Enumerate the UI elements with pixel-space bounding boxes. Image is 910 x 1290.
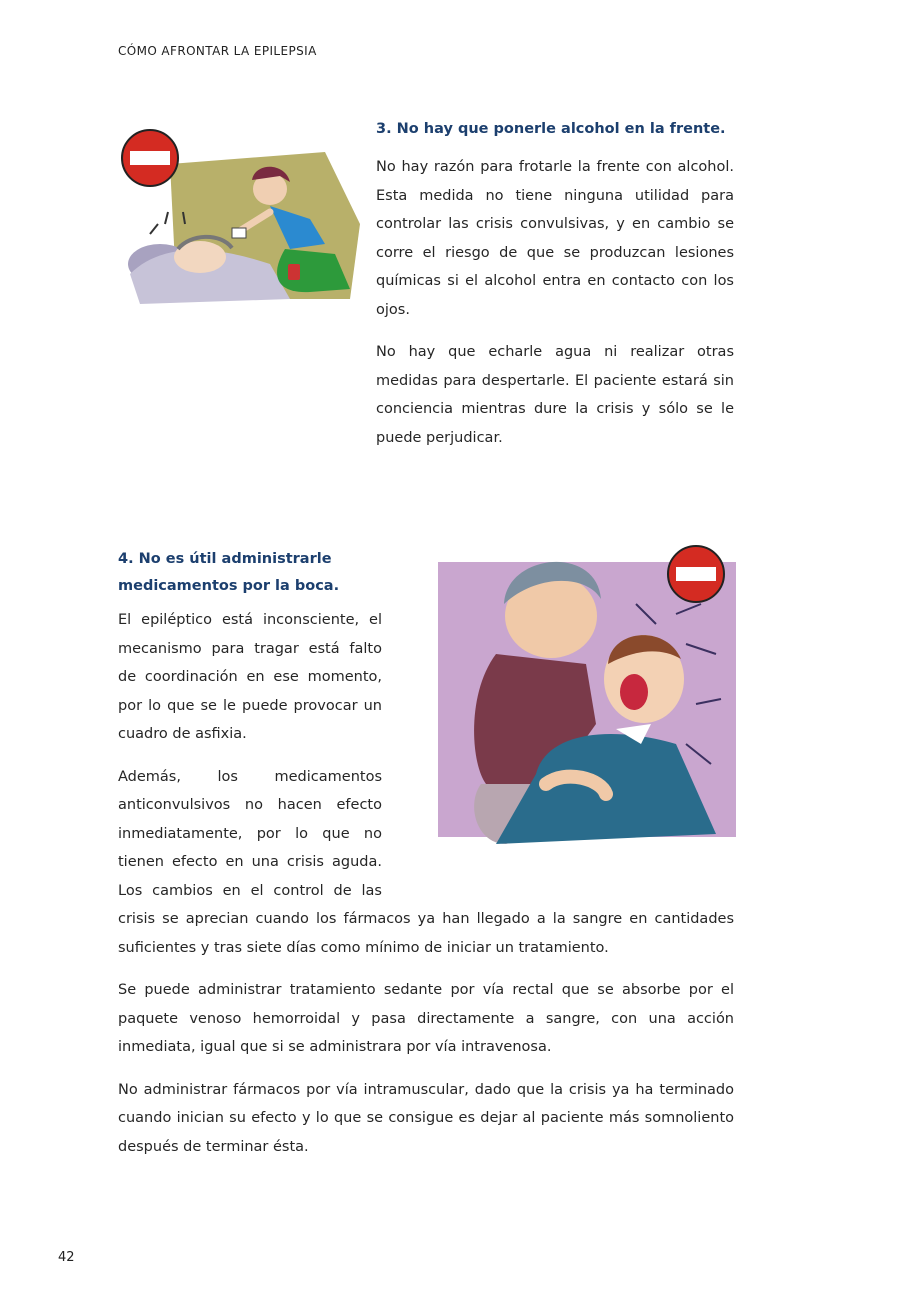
illustration-alcohol-forehead xyxy=(120,124,366,338)
section-3-paragraph-1: No hay razón para frotarle la frente con alcohol. Esta medida no tiene ninguna utilidad para controlar las crisis convulsivas, y en cambio se corre el riesgo de que se produzcan lesiones químicas si el alcohol entra en contacto con los ojos. xyxy=(376,159,734,318)
section-4-paragraph-2: Además, los medicamentos anticonvulsivos no hacen efecto inmediatamente, por lo que no tienen efecto en una crisis aguda. Los cambios en el control de las crisis se aprecian cuando los fármacos ya han llegado a la sangre en cantidades suficientes y tras siete días como mínimo de iniciar un tratamiento. xyxy=(118,768,734,956)
section-3 xyxy=(376,116,734,452)
section-3-heading: 3. No hay que ponerle alcohol en la frente. xyxy=(376,121,726,137)
section-4-paragraph-3: Se puede administrar tratamiento sedante por vía rectal que se absorbe por el paquete venoso hemorroidal y pasa directamente a sangre, con una acción inmediata, igual que si se administrara por vía intravenosa. xyxy=(118,982,734,1055)
page-number: 42 xyxy=(58,1250,75,1265)
section-4-heading-line-2: medicamentos por la boca. xyxy=(118,578,340,594)
section-4-paragraph-1: El epiléptico está inconsciente, el mecanismo para tragar está falto de coordinación en ese momento, por lo que se le puede provocar un cuadro de asfixia. xyxy=(118,612,382,742)
no-entry-sign-icon xyxy=(122,130,178,186)
section-4-heading-line-1: 4. No es útil administrarle xyxy=(118,551,332,567)
running-header: CÓMO AFRONTAR LA EPILEPSIA xyxy=(118,44,317,58)
section-4 xyxy=(118,546,734,1161)
section-4-paragraph-4: No administrar fármacos por vía intramuscular, dado que la crisis ya ha terminado cuando inician su efecto y lo que se consigue es dejar al paciente más somnoliento después de terminar ésta. xyxy=(118,1081,734,1155)
section-3-paragraph-2: No hay que echarle agua ni realizar otras medidas para despertarle. El paciente estará sin conciencia mientras dure la crisis y sólo se le puede perjudicar. xyxy=(376,344,734,446)
